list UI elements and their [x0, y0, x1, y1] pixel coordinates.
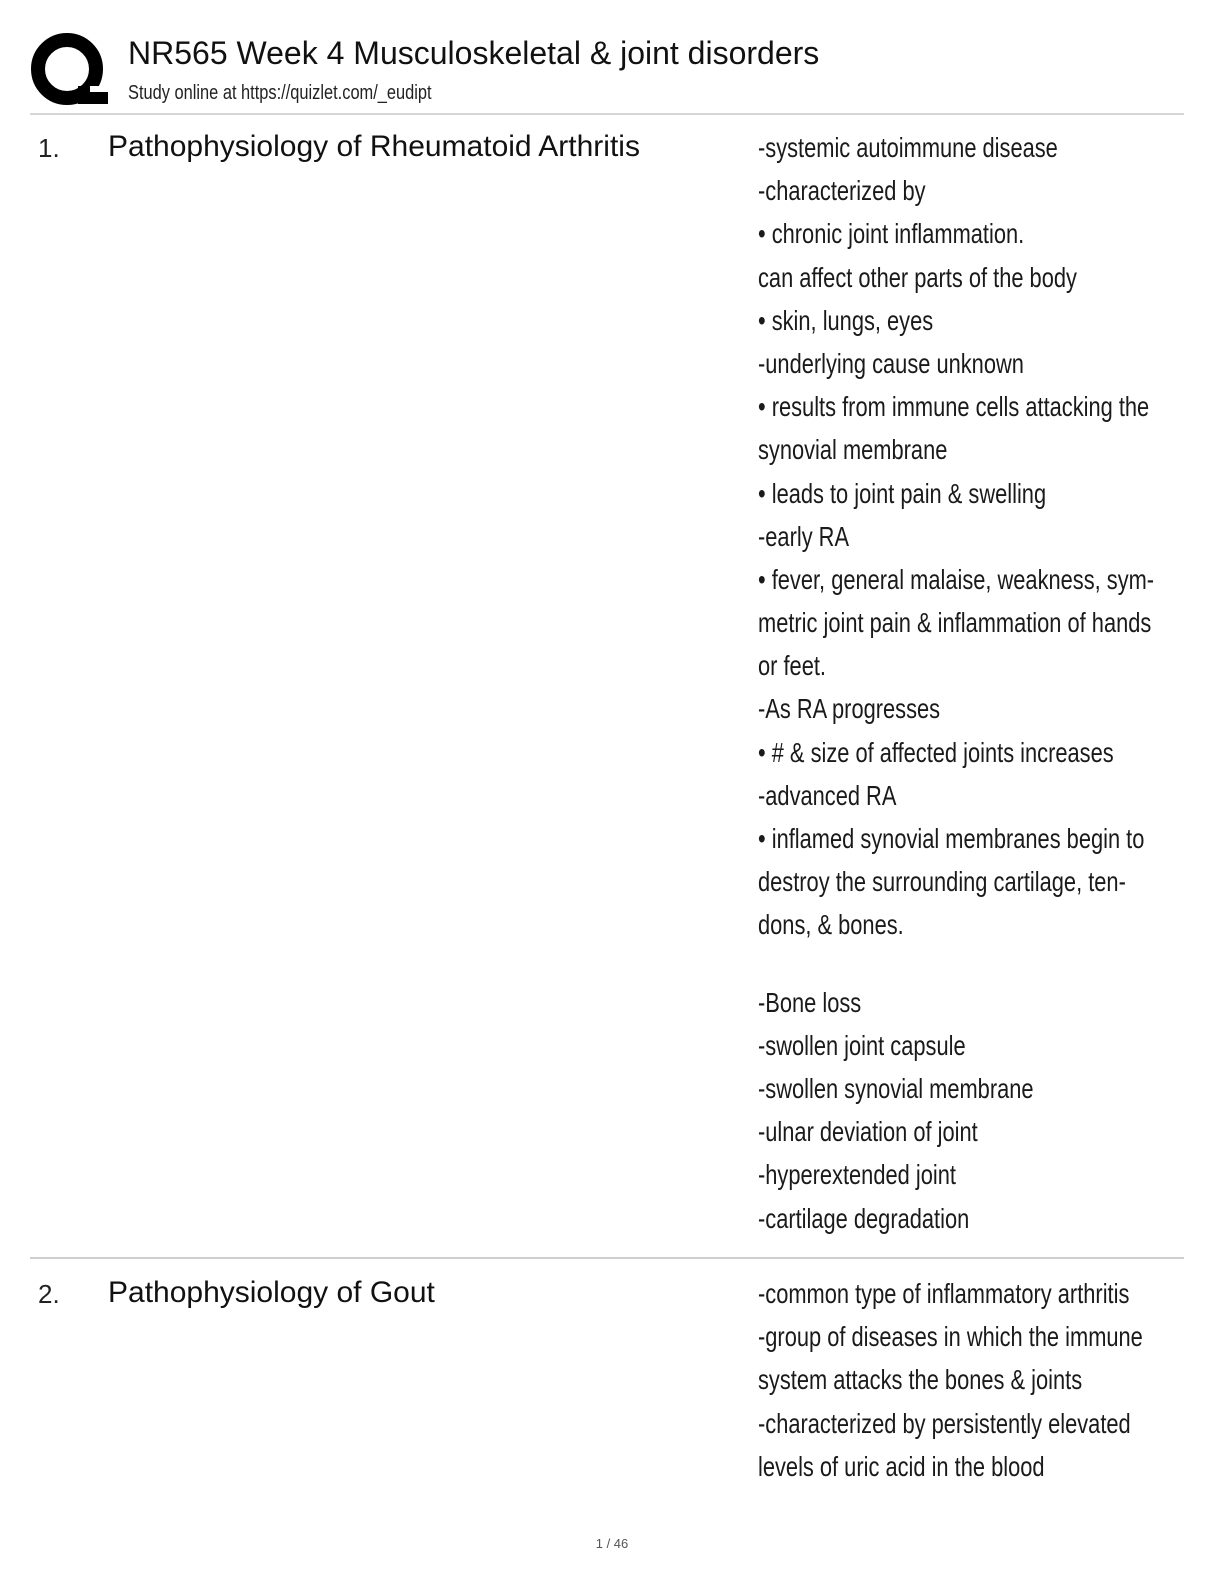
definition-line: levels of uric acid in the blood: [758, 1450, 1045, 1482]
definition-line: -cartilage degradation: [758, 1202, 970, 1234]
definition-line: -systemic autoimmune disease: [758, 132, 1058, 163]
definition-line: -group of diseases in which the immune: [758, 1321, 1143, 1353]
definition-line: • fever, general malaise, weakness, sym-: [758, 563, 1155, 595]
definition-line: metric joint pain & inflammation of hands: [758, 607, 1152, 639]
definition-line: dons, & bones.: [758, 909, 904, 941]
definition-line: -ulnar deviation of joint: [758, 1116, 978, 1148]
definition-line: -advanced RA: [758, 779, 897, 811]
definition-line: • leads to joint pain & swelling: [758, 477, 1047, 509]
study-online-link-text[interactable]: Study online at https://quizlet.com/_eudipt: [128, 82, 432, 104]
definition-line: -hyperextended joint: [758, 1159, 956, 1191]
card-term: Pathophysiology of Rheumatoid Arthritis: [108, 130, 640, 163]
definition-line: destroy the surrounding cartilage, ten-: [758, 866, 1126, 898]
definition-line: -Bone loss: [758, 986, 862, 1018]
definition-line: -swollen joint capsule: [758, 1029, 966, 1061]
document-title: NR565 Week 4 Musculoskeletal & joint disorders: [128, 35, 820, 71]
definition-spacer: [758, 947, 1164, 981]
definition-line: -characterized by persistently elevated: [758, 1407, 1131, 1439]
header-divider: [30, 113, 1184, 115]
quizlet-q-logo-icon: [30, 30, 108, 108]
card-term: Pathophysiology of Gout: [108, 1276, 435, 1309]
document-header: [30, 28, 1184, 114]
page-indicator: 1 / 46: [595, 1536, 629, 1551]
definition-line: synovial membrane: [758, 434, 948, 466]
definition-line: -early RA: [758, 520, 850, 552]
card-definition: [758, 1272, 1224, 1488]
definition-line: • skin, lungs, eyes: [758, 304, 934, 336]
definition-line: can affect other parts of the body: [758, 261, 1077, 293]
card-number: 1.: [38, 133, 60, 163]
definition-line: -common type of inflammatory arthritis: [758, 1278, 1130, 1309]
definition-line: • inflamed synovial membranes begin to: [758, 823, 1145, 854]
card-definition: [758, 126, 1224, 1240]
definition-line: -underlying cause unknown: [758, 347, 1024, 379]
definition-line: -As RA progresses: [758, 693, 941, 725]
definition-line: • results from immune cells attacking the: [758, 391, 1150, 423]
definition-line: or feet.: [758, 650, 826, 682]
card-number: 2.: [38, 1279, 60, 1309]
card-divider: [30, 1257, 1184, 1259]
definition-line: system attacks the bones & joints: [758, 1364, 1083, 1396]
definition-line: • chronic joint inflammation.: [758, 218, 1025, 250]
definition-line: • # & size of affected joints increases: [758, 736, 1114, 768]
definition-line: -characterized by: [758, 175, 926, 207]
definition-line: -swollen synovial membrane: [758, 1072, 1034, 1104]
